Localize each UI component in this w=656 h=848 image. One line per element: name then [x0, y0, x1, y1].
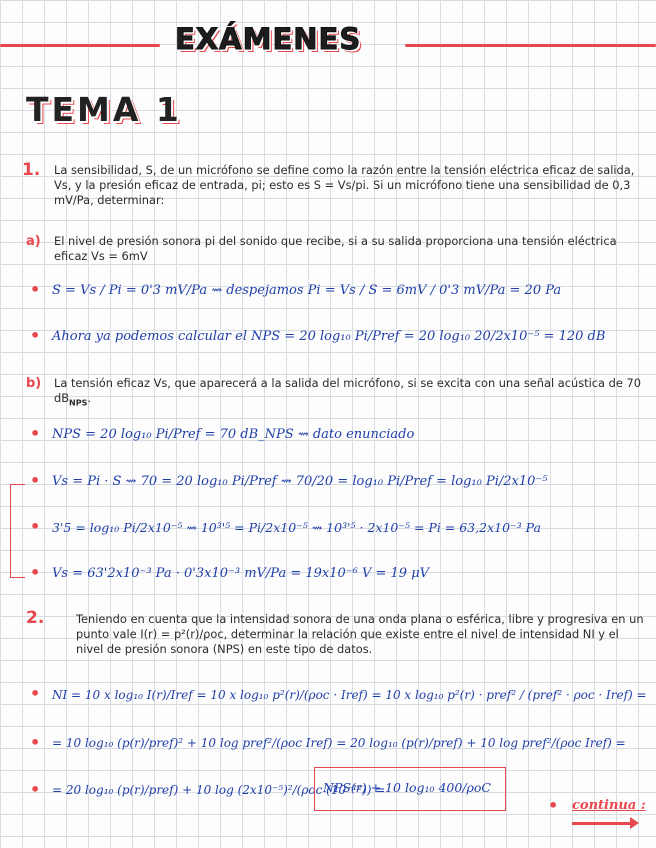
header-rule-left — [0, 44, 160, 47]
part-a-work-2: Ahora ya podemos calcular el NPS = 20 log₁₀ Pi/Pref = 20 log₁₀ 20/2x10⁻⁵ = 120 dB — [52, 329, 606, 344]
part-b-work-4: Vs = 63'2x10⁻³ Pa · 0'3x10⁻³ mV/Pa = 19x10⁻⁶ V = 19 μV — [52, 566, 430, 581]
page-header — [0, 22, 656, 62]
arrow-right-icon — [630, 817, 639, 829]
bullet: • — [30, 424, 41, 443]
section-title: TEMA 1 — [26, 90, 182, 129]
bullet: • — [30, 563, 41, 582]
part-a-work-1: S = Vs / Pi = 0'3 mV/Pa ⇝ despejamos Pi = Vs / S = 6mV / 0'3 mV/Pa = 20 Pa — [52, 283, 562, 298]
bullet: • — [30, 517, 41, 536]
part-b-work-1: NPS = 20 log₁₀ Pi/Pref = 70 dB_NPS ⇝ dato enunciado — [52, 427, 415, 442]
problem-1-statement: La sensibilidad, S, de un micrófono se define como la razón entre la tensión eléctrica eficaz de salida, Vs, y la presión eficaz de entrada, pi; esto es S = Vs/pi. Si un micrófono tiene una sensibilidad de 0,3 mV/Pa, determinar: — [54, 163, 635, 207]
header-rule-right — [405, 44, 656, 47]
problem-2-number: 2. — [26, 608, 45, 628]
bullet: • — [30, 780, 41, 799]
bracket — [10, 484, 25, 578]
bullet: • — [30, 733, 41, 752]
part-b-text-sub: NPS — [69, 398, 88, 408]
continue-arrow-shaft — [572, 822, 632, 825]
problem-2-statement: Teniendo en cuenta que la intensidad sonora de una onda plana o esférica, libre y progresiva en un punto vale I(r) = p²(r)/ρoc, determinar la relación que existe entre el nivel de intensidad NI y el nivel de presión sonora (NPS) en este tipo de datos. — [76, 612, 644, 656]
result-formula: NPS(r) + 10 log₁₀ 400/ρoC — [323, 780, 491, 795]
problem-1-number: 1. — [22, 160, 41, 180]
part-b-text: La tensión eficaz Vs, que aparecerá a la salida del micrófono, si se excita con una señal acústica de 70 dB — [54, 376, 642, 405]
problem-2-work-2: = 10 log₁₀ (p(r)/pref)² + 10 log pref²/(ρoc Iref) = 20 log₁₀ (p(r)/pref) + 10 log pref²/(ρoc Iref) = — [52, 736, 626, 750]
bullet: • — [30, 684, 41, 703]
problem-2-work-3: = 20 log₁₀ (p(r)/pref) + 10 log (2x10⁻⁵)²/(ρoc (10⁻¹²)) = — [52, 783, 386, 797]
part-a-statement: El nivel de presión sonora pi del sonido que recibe, si a su salida proporciona una tensión eléctrica eficaz Vs = 6mV — [54, 234, 617, 263]
bullet: • — [30, 326, 41, 345]
part-b-work-2: Vs = Pi · S ⇝ 70 = 20 log₁₀ Pi/Pref ⇝ 70/20 = log₁₀ Pi/Pref = log₁₀ Pi/2x10⁻⁵ — [52, 474, 548, 489]
part-b-label: b) — [26, 376, 42, 391]
problem-2-work-1: NI = 10 x log₁₀ I(r)/Iref = 10 x log₁₀ p²(r)/(ρoc · Iref) = 10 x log₁₀ p²(r) · pref² / (pref² · ρoc · Iref) = — [52, 688, 647, 702]
continue-label: continua : — [572, 798, 646, 813]
page-title: EXÁMENES — [175, 22, 362, 56]
bullet: • — [548, 796, 559, 815]
bullet: • — [30, 471, 41, 490]
bullet: • — [30, 280, 41, 299]
part-b-statement: La tensión eficaz Vs, que aparecerá a la salida del micrófono, si se excita con una señal acústica de 70 $dB_{NPS}$. — [54, 376, 642, 408]
part-a-label: a) — [26, 234, 41, 249]
result-box — [314, 767, 506, 811]
part-b-work-3: 3'5 = log₁₀ Pi/2x10⁻⁵ ⇝ 10³'⁵ = Pi/2x10⁻⁵ ⇝ 10³'⁵ · 2x10⁻⁵ = Pi = 63,2x10⁻³ Pa — [52, 520, 541, 535]
